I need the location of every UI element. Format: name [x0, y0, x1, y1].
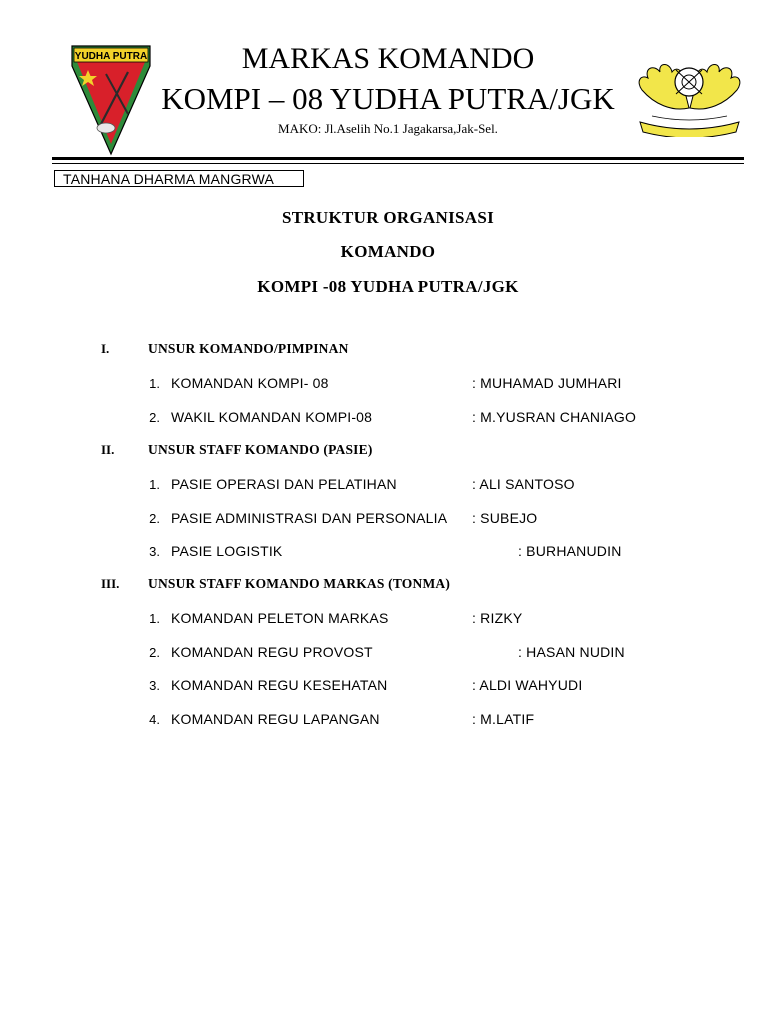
document-title-line2: KOMANDO [340, 242, 436, 261]
item-name: : HASAN NUDIN [518, 644, 625, 660]
item-number: 4. [149, 712, 160, 727]
item-number: 2. [149, 511, 160, 526]
section-number: II. [101, 442, 115, 457]
item-position: PASIE ADMINISTRASI DAN PERSONALIA [171, 510, 448, 526]
header-title-line2: KOMPI – 08 YUDHA PUTRA/JGK [161, 81, 615, 116]
item-position: PASIE OPERASI DAN PELATIHAN [171, 476, 397, 492]
item-number: 1. [149, 376, 160, 391]
item-name: : M.LATIF [472, 711, 535, 727]
item-name: : BURHANUDIN [518, 543, 622, 559]
header-title-line1: MARKAS KOMANDO [241, 42, 535, 75]
header-address: MAKO: Jl.Aselih No.1 Jagakarsa,Jak-Sel. [278, 121, 498, 136]
item-name: : SUBEJO [472, 510, 538, 526]
document-title-line1: STRUKTUR ORGANISASI [281, 208, 495, 227]
item-position: KOMANDAN KOMPI- 08 [171, 375, 329, 391]
item-name: : MUHAMAD JUMHARI [472, 375, 622, 391]
item-number: 2. [149, 645, 160, 660]
item-position: KOMANDAN REGU LAPANGAN [171, 711, 380, 727]
item-number: 2. [149, 410, 160, 425]
item-position: KOMANDAN REGU PROVOST [171, 644, 373, 660]
header-divider-thick [52, 157, 744, 160]
section-number: III. [101, 576, 120, 591]
item-position: KOMANDAN REGU KESEHATAN [171, 677, 388, 693]
motto-box: TANHANA DHARMA MANGRWA [54, 170, 304, 187]
document-title-line3: KOMPI -08 YUDHA PUTRA/JGK [257, 277, 519, 296]
item-name: : ALI SANTOSO [472, 476, 575, 492]
item-position: KOMANDAN PELETON MARKAS [171, 610, 389, 626]
section-title: UNSUR KOMANDO/PIMPINAN [148, 341, 349, 356]
svg-text:YUDHA PUTRA: YUDHA PUTRA [74, 51, 148, 62]
item-name: : RIZKY [472, 610, 523, 626]
army-crest-logo [632, 52, 747, 137]
item-number: 3. [149, 544, 160, 559]
item-number: 3. [149, 678, 160, 693]
section-title: UNSUR STAFF KOMANDO (PASIE) [148, 442, 373, 457]
section-number: I. [101, 341, 110, 356]
item-number: 1. [149, 611, 160, 626]
header-divider-thin [52, 163, 744, 164]
section-title: UNSUR STAFF KOMANDO MARKAS (TONMA) [148, 576, 451, 591]
item-position: PASIE LOGISTIK [171, 543, 283, 559]
item-position: WAKIL KOMANDAN KOMPI-08 [171, 409, 373, 425]
item-name: : ALDI WAHYUDI [472, 677, 583, 693]
item-name: : M.YUSRAN CHANIAGO [472, 409, 637, 425]
yudha-putra-emblem-logo [70, 44, 152, 156]
item-number: 1. [149, 477, 160, 492]
